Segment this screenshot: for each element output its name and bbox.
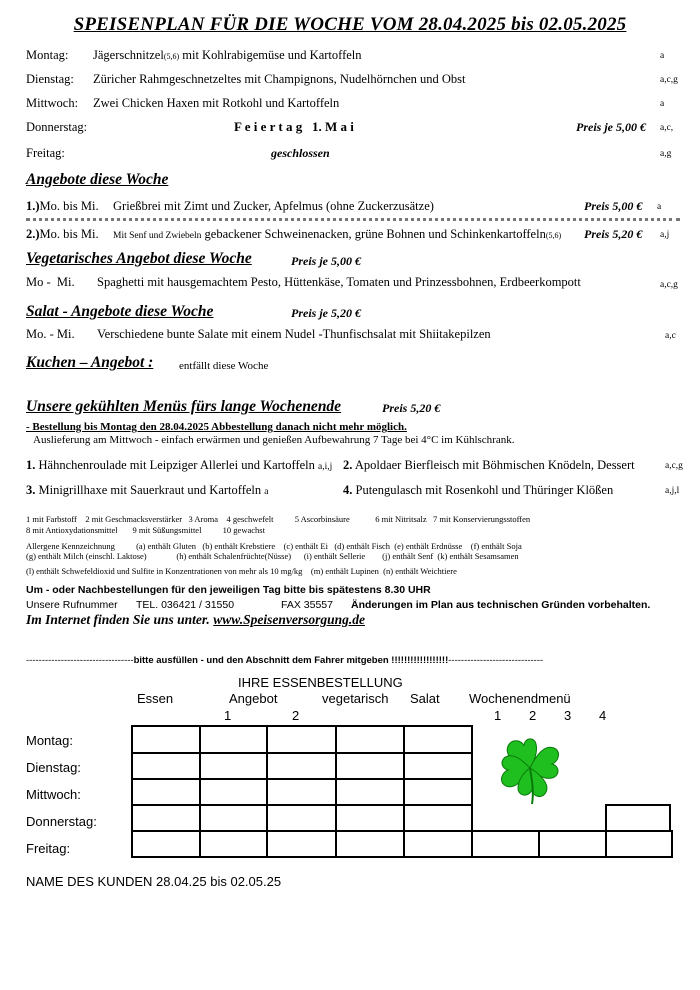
order-cell-montag-essen[interactable] — [131, 725, 201, 754]
order-cell-donnerstag-vegetarisch[interactable] — [335, 804, 405, 832]
contact-phone-label: Unsere Rufnummer — [26, 599, 118, 611]
order-cell-donnerstag-essen[interactable] — [131, 804, 201, 832]
day-label-freitag: Freitag: — [26, 146, 65, 160]
order-cell-dienstag-angebot-1[interactable] — [199, 752, 268, 780]
angebot-2-price: Preis 5,20 € — [584, 227, 643, 241]
vegetarisch-allergens: a,c,g — [660, 280, 678, 290]
additives-line-1: 1 mit Farbstoff 2 mit Geschmacksverstärker 3 Aroma 4 geschwefelt 5 Ascorbinsäure 6 mit Nitritsalz 7 mit Konservierungsstoffen — [26, 514, 531, 524]
price-donnerstag: Preis je 5,00 € — [576, 120, 646, 134]
vegetarisch-dish: Spaghetti mit hausgemachtem Pesto, Hüttenkäse, Tomaten und Prinzessbohnen, Erdbeerkompott — [97, 275, 581, 289]
customer-name-label: NAME DES KUNDEN 28.04.25 bis 02.05.25 — [26, 874, 282, 889]
wochenende-menu-2: 2. Apoldaer Bierfleisch mit Böhmischen Knödeln, Dessert — [343, 458, 635, 472]
kuchen-note: entfällt diese Woche — [179, 360, 269, 372]
order-cell-donnerstag-angebot-1[interactable] — [199, 804, 268, 832]
allergens-line-3: (l) enthält Schwefeldioxid und Sulfite in Konzentrationen von mehr als 10 mg/kg (m) enthält Lupinen (n) enthält Weichtiere — [26, 566, 457, 576]
wochenend-num-4: 4 — [599, 708, 607, 723]
wochenend-num-1: 1 — [494, 708, 502, 723]
order-cell-montag-angebot-1[interactable] — [199, 725, 268, 754]
day-label-mittwoch: Mittwoch: — [26, 96, 79, 110]
order-cell-mittwoch-salat[interactable] — [403, 778, 473, 806]
wochenende-menu-4: 4. Putengulasch mit Rosenkohl und Thüringer Klößen — [343, 483, 614, 497]
day-label-donnerstag: Donnerstag: — [26, 120, 88, 134]
wochenende-menu-2-allergens: a,c,g — [665, 461, 683, 471]
allergens-freitag: a,g — [660, 149, 672, 159]
order-row-label-dienstag: Dienstag: — [26, 760, 81, 775]
dish-donnerstag: F e i e r t a g 1. M a i — [234, 119, 354, 134]
order-cell-freitag-salat[interactable] — [403, 830, 473, 858]
allergens-dienstag: a,c,g — [660, 75, 678, 85]
dish-montag: Jägerschnitzel(5,6) mit Kohlrabigemüse und Kartoffeln — [93, 48, 362, 62]
allergens-line-1: Allergene Kennzeichnung (a) enthält Gluten (b) enthält Krebstiere (c) enthält Ei (d) enthält Fisch (e) enthält Erdnüsse (f) enthält Soja — [26, 541, 522, 551]
day-label-montag: Montag: — [26, 48, 69, 62]
order-grid-divider — [471, 830, 607, 832]
order-col-salat: Salat — [410, 691, 440, 706]
order-cell-dienstag-essen[interactable] — [131, 752, 201, 780]
order-cell-dienstag-vegetarisch[interactable] — [335, 752, 405, 780]
order-col-essen: Essen — [137, 691, 174, 706]
allergens-mittwoch: a — [660, 99, 665, 109]
section-vegetarisch-heading: Vegetarisches Angebot diese Woche — [26, 250, 252, 267]
order-row-label-freitag: Freitag: — [26, 841, 71, 856]
order-cell-mittwoch-essen[interactable] — [131, 778, 201, 806]
order-cell-freitag-angebot-2[interactable] — [266, 830, 337, 858]
website-link[interactable]: www.Speisenversorgung.de — [213, 612, 365, 627]
order-col-vegetarisch: vegetarisch — [322, 691, 389, 706]
order-cell-freitag-wochenend-1[interactable] — [471, 830, 540, 858]
angebot-1-price: Preis 5,00 € — [584, 199, 643, 213]
order-cell-mittwoch-vegetarisch[interactable] — [335, 778, 405, 806]
order-cell-donnerstag-wochenend-4[interactable] — [605, 804, 671, 832]
dish-mittwoch: Zwei Chicken Haxen mit Rotkohl und Kartoffeln — [93, 96, 340, 110]
salat-price: Preis je 5,20 € — [291, 306, 361, 320]
order-form-title: IHRE ESSENBESTELLUNG — [238, 675, 403, 690]
dish-dienstag: Züricher Rahmgeschnetzeltes mit Champignons, Nudelhörnchen und Obst — [93, 72, 466, 86]
order-cell-donnerstag-salat[interactable] — [403, 804, 473, 832]
contact-phone: TEL. 036421 / 31550 — [136, 599, 235, 611]
section-kuchen-heading: Kuchen – Angebot : — [26, 354, 154, 371]
salat-days: Mo. - Mi. — [26, 327, 75, 341]
salat-allergens: a,c — [665, 331, 676, 341]
vegetarisch-price: Preis je 5,00 € — [291, 254, 361, 268]
wochenende-menu-4-allergens: a,j,l — [665, 486, 680, 496]
order-cell-mittwoch-angebot-1[interactable] — [199, 778, 268, 806]
order-cell-freitag-wochenend-2[interactable] — [538, 830, 607, 858]
order-row-label-montag: Montag: — [26, 733, 73, 748]
clover-icon — [496, 734, 564, 806]
contact-changes-note: Änderungen im Plan aus technischen Gründen vorbehalten. — [351, 599, 651, 611]
section-angebote-heading: Angebote diese Woche — [26, 171, 169, 188]
order-cell-donnerstag-angebot-2[interactable] — [266, 804, 337, 832]
order-cell-dienstag-salat[interactable] — [403, 752, 473, 780]
wochenend-num-2: 2 — [529, 708, 537, 723]
angebot-num-1: 1 — [224, 708, 232, 723]
wochenende-order-note: - Bestellung bis Montag den 28.04.2025 Abbestellung danach nicht mehr möglich. — [26, 421, 407, 433]
wochenende-price: Preis 5,20 € — [382, 401, 441, 415]
order-row-label-mittwoch: Mittwoch: — [26, 787, 81, 802]
angebot-2-row: 2.)Mo. bis Mi. — [26, 227, 99, 241]
order-row-label-donnerstag: Donnerstag: — [26, 814, 97, 829]
order-cell-montag-angebot-2[interactable] — [266, 725, 337, 754]
wochenende-menu-1: 1. Hähnchenroulade mit Leipziger Allerlei und Kartoffeln a,i,j — [26, 458, 333, 472]
allergens-line-2: (g) enthält Milch (einschl. Laktose) (h) enthält Schalenfrüchte(Nüsse) (i) enthält Sellerie (j) enthält Senf (k) enthält Sesamsamen — [26, 551, 519, 561]
wochenende-menu-3: 3. Minigrillhaxe mit Sauerkraut und Kartoffeln a — [26, 483, 269, 497]
angebot-num-2: 2 — [292, 708, 300, 723]
cut-line: ----------------------------------bitte ausfüllen - und den Abschnitt dem Fahrer mitgeben !!!!!!!!!!!!!!!!!!------------------------------ — [26, 655, 544, 666]
angebot-2-dish: Mit Senf und Zwiebeln gebackener Schweinenacken, grüne Bohnen und Schinkenkartoffeln(5,6) — [113, 227, 562, 241]
order-cell-mittwoch-angebot-2[interactable] — [266, 778, 337, 806]
order-cell-montag-salat[interactable] — [403, 725, 473, 754]
contact-internet: Im Internet finden Sie uns unter. www.Speisenversorgung.de — [26, 612, 365, 627]
allergens-donnerstag: a,c, — [660, 123, 674, 133]
order-cell-freitag-vegetarisch[interactable] — [335, 830, 405, 858]
day-label-dienstag: Dienstag: — [26, 72, 74, 86]
section-wochenende-heading: Unsere gekühlten Menüs fürs lange Wochenende — [26, 398, 342, 415]
angebot-1-dish: Grießbrei mit Zimt und Zucker, Apfelmus (ohne Zuckerzusätze) — [113, 199, 434, 213]
page-title: SPEISENPLAN FÜR DIE WOCHE VOM 28.04.2025 bis 02.05.2025 — [73, 14, 627, 35]
angebot-1-row: 1.)Mo. bis Mi. — [26, 199, 99, 213]
section-salat-heading: Salat - Angebote diese Woche — [26, 303, 214, 320]
order-cell-montag-vegetarisch[interactable] — [335, 725, 405, 754]
allergens-montag: a — [660, 51, 665, 61]
order-cell-freitag-wochenend-3[interactable] — [605, 830, 673, 858]
order-col-angebot: Angebot — [229, 691, 278, 706]
wochenende-delivery-note: Auslieferung am Mittwoch - einfach erwärmen und genießen Aufbewahrung 7 Tage bei 4°C im Kühlschrank. — [33, 434, 515, 446]
wochenend-num-3: 3 — [564, 708, 572, 723]
contact-fax: FAX 35557 — [281, 599, 333, 611]
angebot-2-allergens: a,j — [660, 230, 670, 240]
vegetarisch-days: Mo - Mi. — [26, 275, 75, 289]
salat-dish: Verschiedene bunte Salate mit einem Nudel -Thunfischsalat mit Shiitakepilzen — [97, 327, 491, 341]
contact-order-deadline: Um - oder Nachbestellungen für den jeweiligen Tag bitte bis spätestens 8.30 UHR — [26, 584, 431, 596]
dotted-separator — [26, 218, 680, 221]
order-cell-dienstag-angebot-2[interactable] — [266, 752, 337, 780]
order-cell-freitag-angebot-1[interactable] — [199, 830, 268, 858]
angebot-1-allergens: a — [657, 202, 662, 212]
dish-freitag: geschlossen — [271, 146, 330, 160]
order-cell-freitag-essen[interactable] — [131, 830, 201, 858]
order-col-wochenend: Wochenendmenü — [469, 691, 571, 706]
additives-line-2: 8 mit Antioxydationsmittel 9 mit Süßungsmittel 10 gewachst — [26, 525, 265, 535]
